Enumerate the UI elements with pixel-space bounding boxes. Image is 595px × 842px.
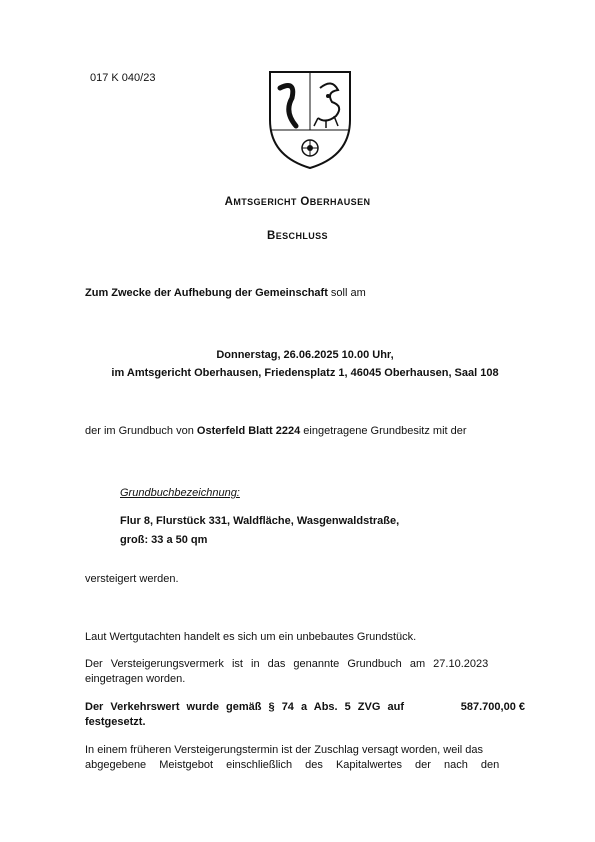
verkehrswert-amount: 587.700,00 € (460, 701, 525, 713)
verkehrswert-text: Der Verkehrswert wurde gemäß § 74 a Abs. 5 ZVG auf (85, 701, 404, 713)
parcel-line-1: Flur 8, Flurstück 331, Waldfläche, Wasgenwaldstraße, (120, 515, 400, 527)
verkehrswert-paragraph (85, 700, 525, 729)
coat-of-arms-emblem (266, 68, 354, 172)
document-title: BESCHLUSS (267, 230, 328, 242)
verkehrswert-line-2: festgesetzt. (85, 715, 146, 728)
parcel-line-2: groß: 33 a 50 qm (120, 533, 208, 546)
verkehrswert-line-1 (85, 700, 525, 715)
previous-auction-line-2: abgegebene Meistgebot einschließlich des Kapitalwertes der nach den (85, 758, 500, 771)
vermerk-line-2: eingetragen worden. (85, 672, 186, 685)
vermerk-text-1: Der Versteigerungsvermerk ist in das genannte Grundbuch am 27.10.2023 (85, 658, 489, 670)
versteigert-line: versteigert werden. (85, 573, 179, 585)
wertgutachten-paragraph: Laut Wertgutachten handelt es sich um ein unbebautes Grundstück. (85, 631, 417, 643)
court-name: AMTSGERICHT OBERHAUSEN (224, 196, 371, 208)
auction-location: im Amtsgericht Oberhausen, Friedensplatz 1, 46045 Oberhausen, Saal 108 (111, 367, 499, 379)
vermerk-line-1 (85, 657, 525, 672)
file-number: 017 K 040/23 (90, 72, 156, 84)
grundbuch-heading: Grundbuchbezeichnung: (120, 487, 240, 499)
auction-date: Donnerstag, 26.06.2025 10.00 Uhr, (216, 349, 394, 361)
vermerk-paragraph (85, 657, 525, 686)
previous-auction-paragraph (85, 743, 525, 772)
parcel-description (120, 514, 520, 547)
previous-auction-line-1: In einem früheren Versteigerungstermin ist der Zuschlag versagt worden, weil das (85, 744, 484, 756)
grundbuch-paragraph: der im Grundbuch von Osterfeld Blatt 2224 eingetragene Grundbesitz mit der (85, 425, 467, 437)
intro-paragraph: Zum Zwecke der Aufhebung der Gemeinschaft soll am (85, 287, 366, 299)
